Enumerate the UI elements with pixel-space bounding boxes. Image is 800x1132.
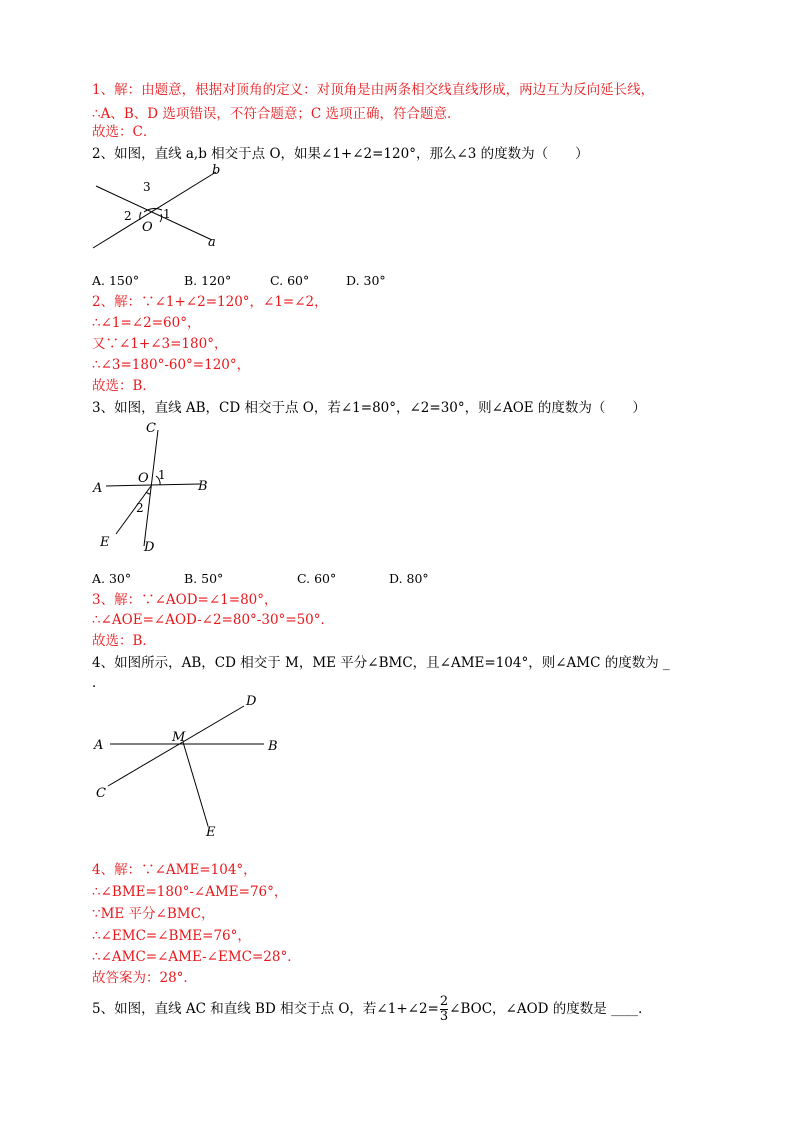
q3-solution-line-2: ∴∠AOE=∠AOD-∠2=80°-30°=50°． <box>92 612 335 628</box>
q1-solution-line-1: 1、解：由题意，根据对顶角的定义：对顶角是由两条相交线直线形成，两边互为反向延长线， <box>92 82 655 98</box>
q3-label-2: 2 <box>136 501 144 515</box>
q2-label-3: 3 <box>143 180 151 194</box>
q5-question-part-2: ∠BOC，∠AOD 的度数是 ____． <box>449 1001 652 1017</box>
q2-option-a: A. 150° <box>92 273 140 288</box>
q3-label-1: 1 <box>158 468 166 482</box>
q2-option-b: B. 120° <box>184 273 232 288</box>
q3-solution-line-3: 故选：B． <box>92 633 156 649</box>
q5-question-part-1: 5、如图，直线 AC 和直线 BD 相交于点 O，若∠1+∠2= <box>92 1001 439 1017</box>
q4-figure <box>88 690 288 840</box>
q2-option-c: C. 60° <box>270 273 310 288</box>
q2-solution-line-5: 故选：B． <box>92 378 156 394</box>
q4-label-a: A <box>94 738 104 753</box>
q4-solution-line-2: ∴∠BME=180°-∠AME=76°， <box>92 884 288 900</box>
q1-solution-line-3: 故选：C． <box>92 124 157 140</box>
q4-solution-line-1: 4、解：∵∠AME=104°， <box>92 862 257 878</box>
q2-solution-line-2: ∴∠1=∠2=60°， <box>92 315 201 331</box>
q3-label-c: C <box>146 421 156 436</box>
q4-label-c: C <box>96 786 106 801</box>
q2-label-2: 2 <box>124 209 132 223</box>
q4-label-d: D <box>246 694 257 709</box>
q2-options <box>92 271 386 291</box>
q4-solution-line-4: ∴∠EMC=∠BME=76°， <box>92 928 251 944</box>
q3-solution-line-1: 3、解：∵∠AOD=∠1=80°， <box>92 592 278 608</box>
q4-question-cont: ． <box>92 675 106 691</box>
q5-question <box>92 992 652 1026</box>
q2-solution-line-3: 又∵∠1+∠3=180°， <box>92 336 228 352</box>
q3-label-e: E <box>100 535 110 550</box>
q4-solution-line-3: ∵ME 平分∠BMC， <box>92 906 215 922</box>
q3-option-b: B. 50° <box>184 571 224 586</box>
q2-solution-line-1: 2、解：∵∠1+∠2=120°，∠1=∠2， <box>92 294 328 310</box>
q5-fraction-denominator: 3 <box>439 1009 449 1024</box>
q2-question: 2、如图，直线 a,b 相交于点 O，如果∠1+∠2=120°，那么∠3 的度数为（ ） <box>92 146 589 162</box>
q3-option-c: C. 60° <box>297 571 337 586</box>
q3-label-o: O <box>138 471 149 486</box>
q2-figure <box>88 162 238 257</box>
q3-figure <box>88 418 228 560</box>
q1-solution-line-2: ∴A、B、D 选项错误，不符合题意；C 选项正确，符合题意． <box>92 106 461 122</box>
q4-question: 4、如图所示，AB，CD 相交于 M，ME 平分∠BMC，且∠AME=104°，则∠AMC 的度数为 _ <box>92 655 670 671</box>
q3-label-d: D <box>144 540 155 555</box>
q3-options <box>92 569 429 589</box>
q2-option-d: D. 30° <box>346 273 386 288</box>
q2-label-1: 1 <box>163 207 171 221</box>
q5-fraction <box>440 995 448 1024</box>
q4-label-e: E <box>206 825 216 840</box>
q3-option-a: A. 30° <box>92 571 132 586</box>
q4-label-m: M <box>172 730 186 745</box>
q3-question: 3、如图，直线 AB，CD 相交于点 O，若∠1=80°，∠2=30°，则∠AOE 的度数为（ ） <box>92 400 646 416</box>
q4-solution-line-5: ∴∠AMC=∠AME-∠EMC=28°． <box>92 949 301 965</box>
q2-label-b: b <box>212 163 221 178</box>
q2-label-o: O <box>142 220 153 235</box>
q3-label-b: B <box>198 479 208 494</box>
q3-label-a: A <box>93 481 103 496</box>
q5-fraction-numerator: 2 <box>439 994 449 1009</box>
q3-option-d: D. 80° <box>389 571 429 586</box>
q2-label-a: a <box>208 235 216 250</box>
q2-solution-line-4: ∴∠3=180°-60°=120°， <box>92 357 251 373</box>
q4-solution-line-6: 故答案为：28°． <box>92 970 197 986</box>
q4-label-b: B <box>268 739 278 754</box>
